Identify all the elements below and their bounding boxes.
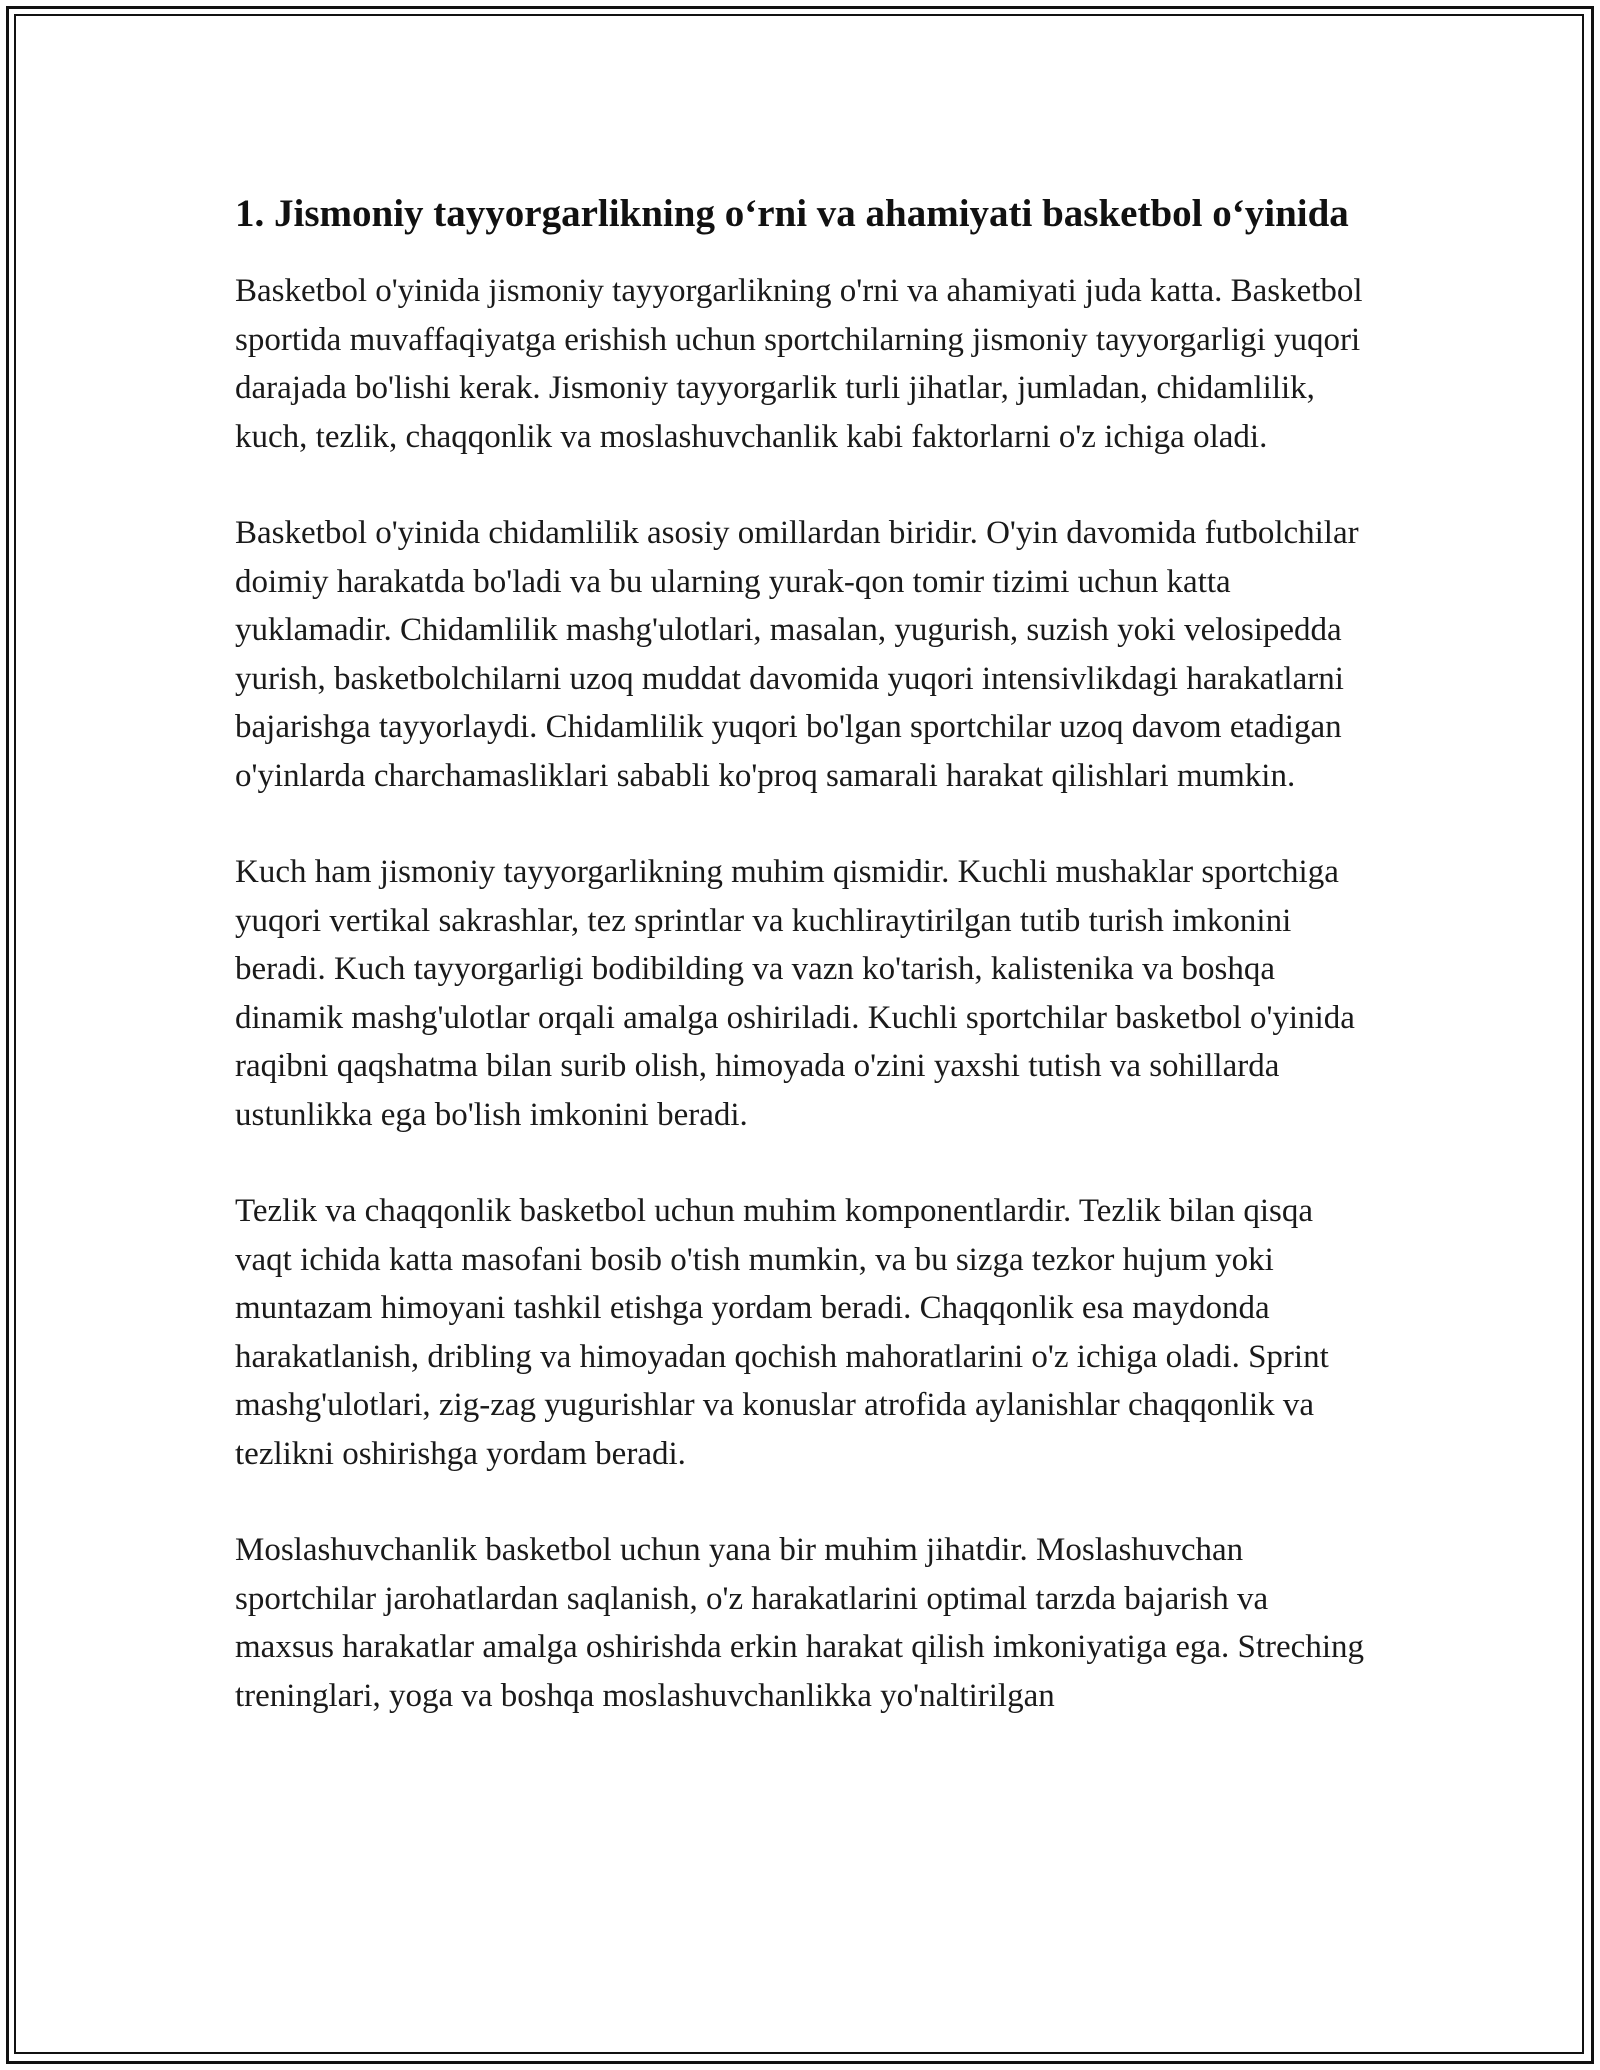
section-title: 1. Jismoniy tayyorgarlikning o‘rni va ahamiyati basketbol o‘yinida [235,192,1349,235]
paragraph-endurance: Basketbol o'yinida chidamlilik asosiy omillardan biridir. O'yin davomida futbolchilar doimiy harakatda bo'ladi va bu ularning yurak-qon tomir tizimi uchun katta yuklamadir. Chidamlilik mashg'ulotlari, masalan, yugurish, suzish yoki velosipedda yurish, basketbolchilarni uzoq muddat davomida yuqori intensivlikdagi harakatlarni bajarishga tayyorlaydi. Chidamlilik yuqori bo'lgan sportchilar uzoq davom etadigan o'yinlarda charchamasliklari sababli ko'proq samarali harakat qilishlari mumkin. [235,515,1359,794]
document-body [235,186,1375,1768]
paragraph-strength: Kuch ham jismoniy tayyorgarlikning muhim qismidir. Kuchli mushaklar sportchiga yuqori vertikal sakrashlar, tez sprintlar va kuchliraytirilgan tutib turish imkonini beradi. Kuch tayyorgarligi bodibilding va vazn ko'tarish, kalistenika va boshqa dinamik mashg'ulotlar orqali amalga oshiriladi. Kuchli sportchilar basketbol o'yinida raqibni qaqshatma bilan surib olish, himoyada o'zini yaxshi tutish va sohillarda ustunlikka ega bo'lish imkonini beradi. [235,854,1355,1133]
paragraph-intro: Basketbol o'yinida jismoniy tayyorgarlikning o'rni va ahamiyati juda katta. Basketbol sportida muvaffaqiyatga erishish uchun sportchilarning jismoniy tayyorgarligi yuqori darajada bo'lishi kerak. Jismoniy tayyorgarlik turli jihatlar, jumladan, chidamlilik, kuch, tezlik, chaqqonlik va moslashuvchanlik kabi faktorlarni o'z ichiga oladi. [235,273,1363,455]
paragraph-flexibility: Moslashuvchanlik basketbol uchun yana bir muhim jihatdir. Moslashuvchan sportchilar jarohatlardan saqlanish, o'z harakatlarini optimal tarzda bajarish va maxsus harakatlar amalga oshirishda erkin harakat qilish imkoniyatiga ega. Streching treninglari, yoga va boshqa moslashuvchanlikka yo'naltirilgan [235,1532,1364,1714]
paragraph-speed-agility: Tezlik va chaqqonlik basketbol uchun muhim komponentlardir. Tezlik bilan qisqa vaqt ichida katta masofani bosib o'tish mumkin, va bu sizga tezkor hujum yoki muntazam himoyani tashkil etishga yordam beradi. Chaqqonlik esa maydonda harakatlanish, dribling va himoyadan qochish mahoratlarini o'z ichiga oladi. Sprint mashg'ulotlari, zig-zag yugurishlar va konuslar atrofida aylanishlar chaqqonlik va tezlikni oshirishga yordam beradi. [235,1193,1329,1472]
